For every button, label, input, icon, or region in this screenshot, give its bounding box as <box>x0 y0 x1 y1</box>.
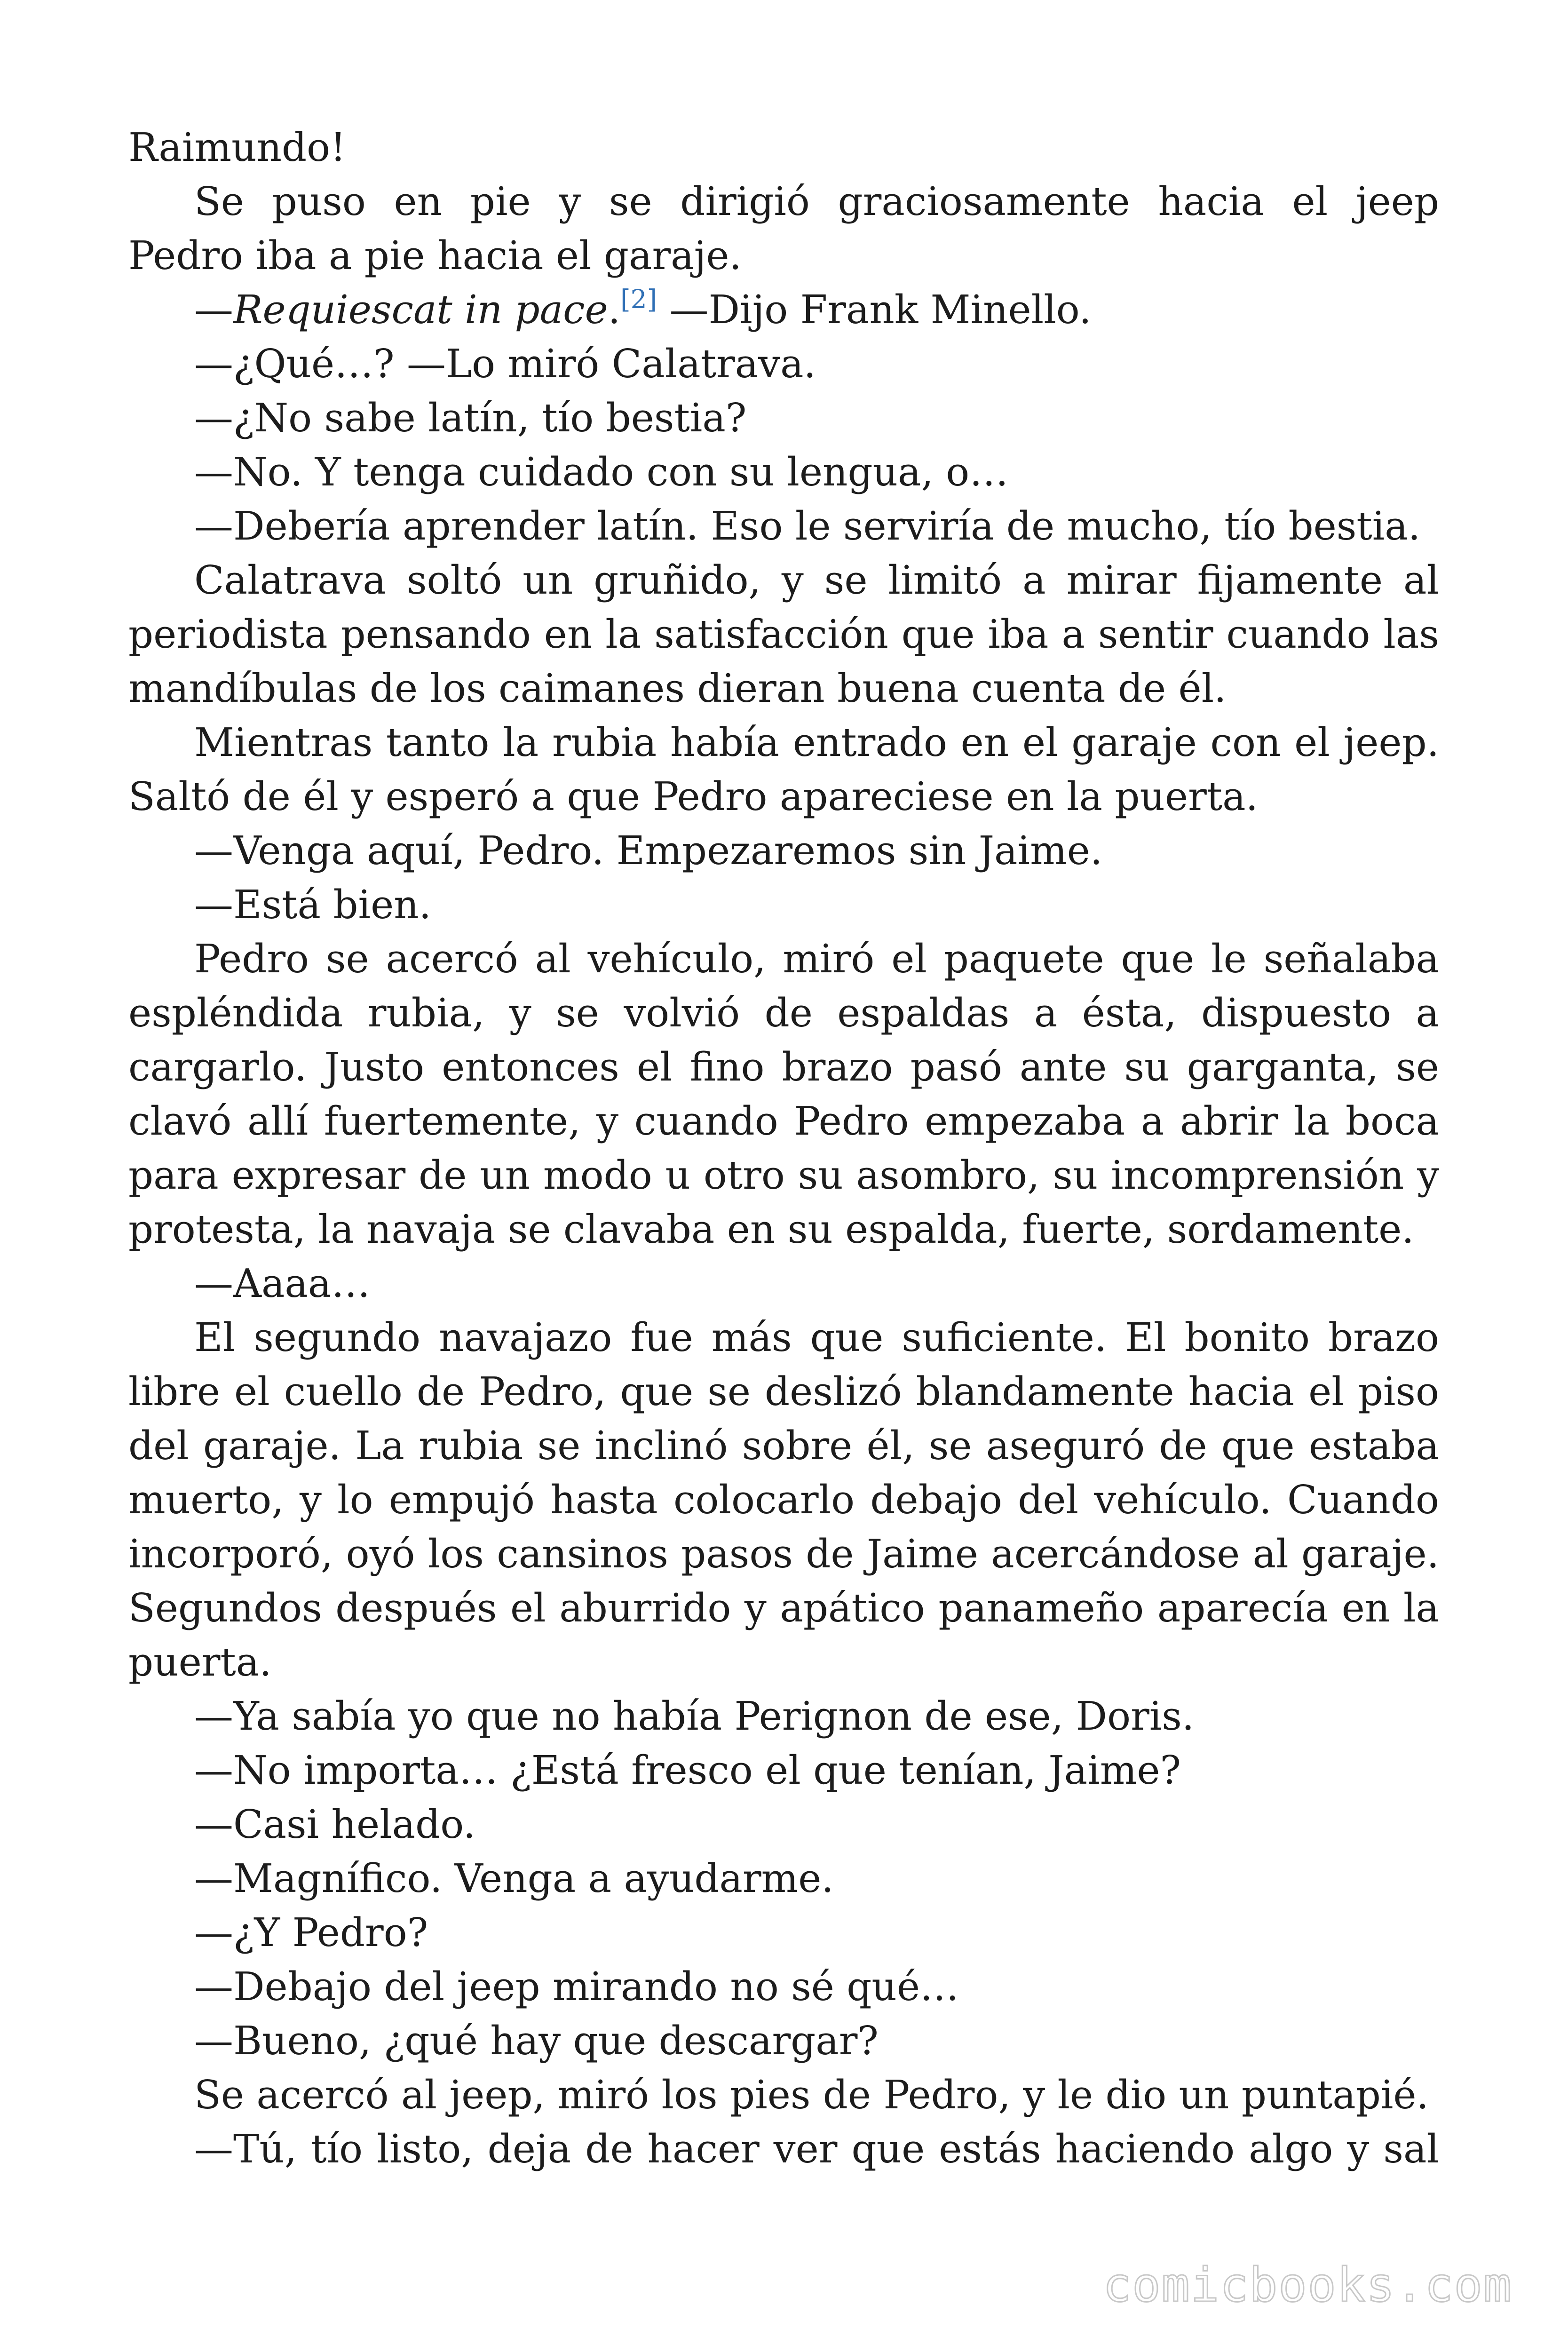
text-line: libre el cuello de Pedro, que se deslizó blandamente hacia el piso <box>128 1369 1439 1414</box>
text-line: —Está bien. <box>194 882 432 928</box>
latin-period: . <box>608 287 621 333</box>
text-line: —¿No sabe latín, tío bestia? <box>194 395 747 441</box>
text-line: protesta, la navaja se clavaba en su espalda, fuerte, sordamente. <box>128 1207 1414 1252</box>
text-line: —Ya sabía yo que no había Perignon de ese, Doris. <box>194 1693 1195 1739</box>
text-line: Segundos después el aburrido y apático panameño aparecía en la <box>128 1585 1439 1631</box>
text-line: Raimundo! <box>128 125 346 170</box>
text-line: puerta. <box>128 1639 272 1685</box>
text-line: Mientras tanto la rubia había entrado en el garaje con el jeep. <box>194 720 1439 765</box>
watermark: comicbooks.com <box>1103 2257 1513 2312</box>
text-line: —Debajo del jeep mirando no sé qué… <box>194 1964 959 2010</box>
footnote-link[interactable]: [2] <box>620 284 657 314</box>
text-line: —Debería aprender latín. Eso le serviría de mucho, tío bestia. <box>194 503 1421 549</box>
text-line: periodista pensando en la satisfacción que iba a sentir cuando las <box>128 612 1439 657</box>
text-line: clavó allí fuertemente, y cuando Pedro empezaba a abrir la boca <box>128 1098 1439 1144</box>
text-line: —No importa… ¿Está fresco el que tenían, Jaime? <box>194 1748 1181 1793</box>
text-line: —Bueno, ¿qué hay que descargar? <box>194 2018 879 2064</box>
text-line: para expresar de un modo u otro su asombro, su incomprensión y <box>128 1152 1439 1198</box>
text-line: Pedro se acercó al vehículo, miró el paquete que le señalaba <box>194 936 1439 982</box>
page-text <box>128 120 1439 2176</box>
text-line-latin <box>128 283 1439 337</box>
text-line: —Venga aquí, Pedro. Empezaremos sin Jaime. <box>194 828 1103 874</box>
text-line: Saltó de él y esperó a que Pedro apareciese en la puerta. <box>128 774 1259 819</box>
text-line: —Magnífico. Venga a ayudarme. <box>194 1856 834 1901</box>
text-line: —No. Y tenga cuidado con su lengua, o… <box>194 449 1009 495</box>
text-line: Se acercó al jeep, miró los pies de Pedro, y le dio un puntapié. <box>194 2072 1429 2118</box>
text-line: incorporó, oyó los cansinos pasos de Jaime acercándose al garaje. <box>128 1531 1439 1577</box>
text-line: muerto, y lo empujó hasta colocarlo debajo del vehículo. Cuando <box>128 1477 1439 1523</box>
dash: — <box>194 287 233 333</box>
text-line: —Casi helado. <box>194 1802 476 1847</box>
text-line: —Aaaa… <box>194 1261 371 1306</box>
text-line: Se puso en pie y se dirigió graciosamente hacia el jeep <box>194 179 1439 224</box>
text-line: del garaje. La rubia se inclinó sobre él, se aseguró de que estaba <box>128 1423 1439 1469</box>
text-line: —Tú, tío listo, deja de hacer ver que estás haciendo algo y sal <box>194 2126 1439 2172</box>
text-line: espléndida rubia, y se volvió de espaldas a ésta, dispuesto a <box>128 990 1439 1036</box>
text-line: El segundo navajazo fue más que suficiente. El bonito brazo <box>194 1315 1439 1360</box>
text-line: —¿Y Pedro? <box>194 1910 428 1955</box>
text-line: —¿Qué…? —Lo miró Calatrava. <box>194 341 816 387</box>
text-line: cargarlo. Justo entonces el fino brazo pasó ante su garganta, se <box>128 1044 1439 1090</box>
text-line: Pedro iba a pie hacia el garaje. <box>128 233 742 278</box>
latin-after: —Dijo Frank Minello. <box>657 287 1092 333</box>
latin-phrase: Requiescat in pace <box>233 287 608 333</box>
text-line: Calatrava soltó un gruñido, y se limitó a mirar fijamente al <box>194 557 1439 603</box>
text-line: mandíbulas de los caimanes dieran buena cuenta de él. <box>128 666 1227 711</box>
